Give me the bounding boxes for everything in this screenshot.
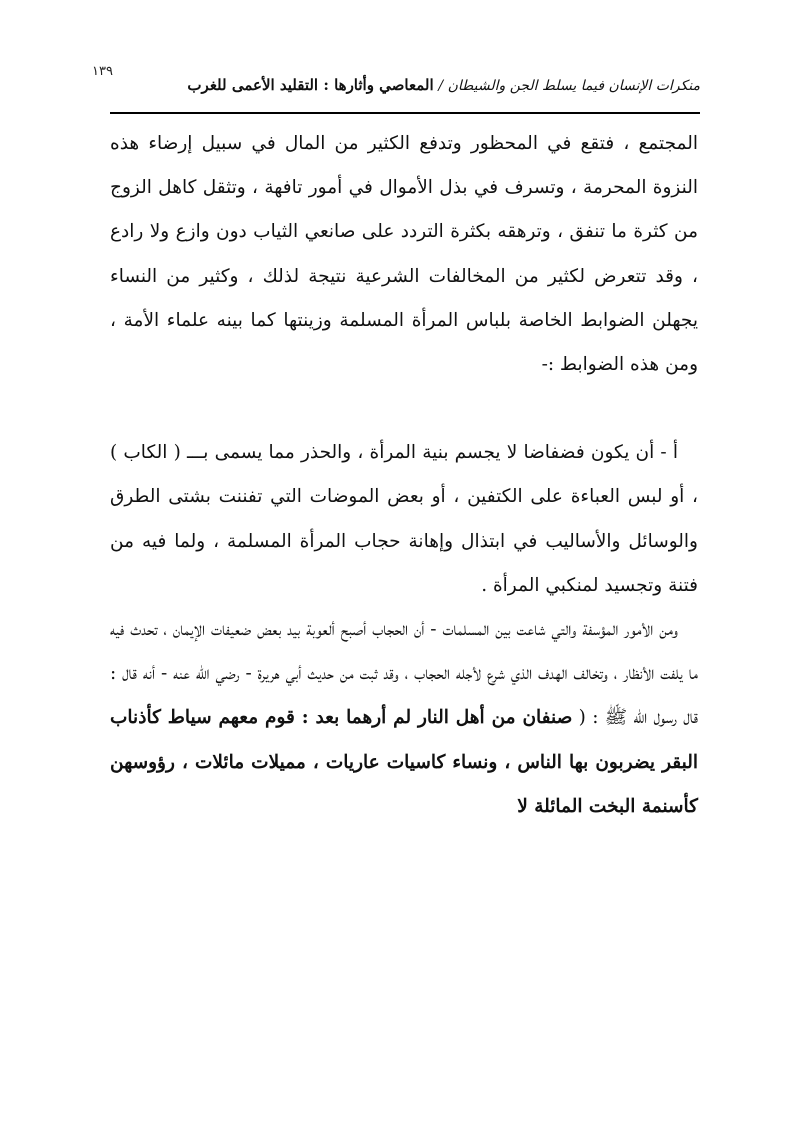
paragraph-2: أ - أن يكون فضفاضا لا يجسم بنية المرأة ، والحذر مما يسمى بـــ ( الكاب ) ، أو لبس العباءة على الكتفين ، أو بعض الموضات التي تفننت بشتى الطرق والوسائل والأساليب في ابتذال وإهانة حجاب المرأة المسلمة ، ولما فيه من فتنة وتجسيد لمنكبي المرأة . [110, 442, 698, 596]
chapter-title: المعاصي وأثارها : التقليد الأعمى للغرب [187, 76, 434, 94]
book-title: منكرات الإنسان فيما يسلط الجن والشيطان / [438, 78, 700, 94]
paragraph-gap [110, 387, 698, 431]
paragraph-3-text: ومن الأمور المؤسفة والتي شاعت بين المسلمات - أن الحجاب أصبح ألعوبة بيد بعض ضعيفات الإيمان ، تحدث فيه ما يلفت الأنظار ، وتخالف الهدف الذي شرع لأجله الحجاب ، وقد ثبت من حديث أبي هريرة - رضي الله عنه - أنه قال : قال رسول الله ﷺ : ( [110, 619, 698, 729]
page-body [110, 122, 698, 829]
paragraph-3 [110, 608, 698, 829]
paragraph-1: المجتمع ، فتقع في المحظور وتدفع الكثير من المال في سبيل إرضاء هذه النزوة المحرمة ، وتسرف في بذل الأموال في أمور تافهة ، وتثقل كاهل الزوج من كثرة ما تنفق ، وترهقه بكثرة التردد على صانعي الثياب دون وازع ولا رادع ، وقد تتعرض لكثير من المخالفات الشرعية نتيجة لذلك ، وكثير من النساء يجهلن الضوابط الخاصة بلباس المرأة المسلمة وزينتها كما بينه علماء الأمة ، ومن هذه الضوابط :- [110, 133, 698, 376]
page-number: ١٣٩ [92, 64, 113, 79]
header-rule [110, 112, 700, 114]
running-header [110, 76, 700, 94]
hadith-quote: صنفان من أهل النار لم أرهما بعد : قوم معهم سياط كأذناب البقر يضربون بها الناس ، ونساء كاسيات عاريات ، مميلات مائلات ، رؤوسهن كأسنمة البخت المائلة لا [110, 707, 698, 817]
